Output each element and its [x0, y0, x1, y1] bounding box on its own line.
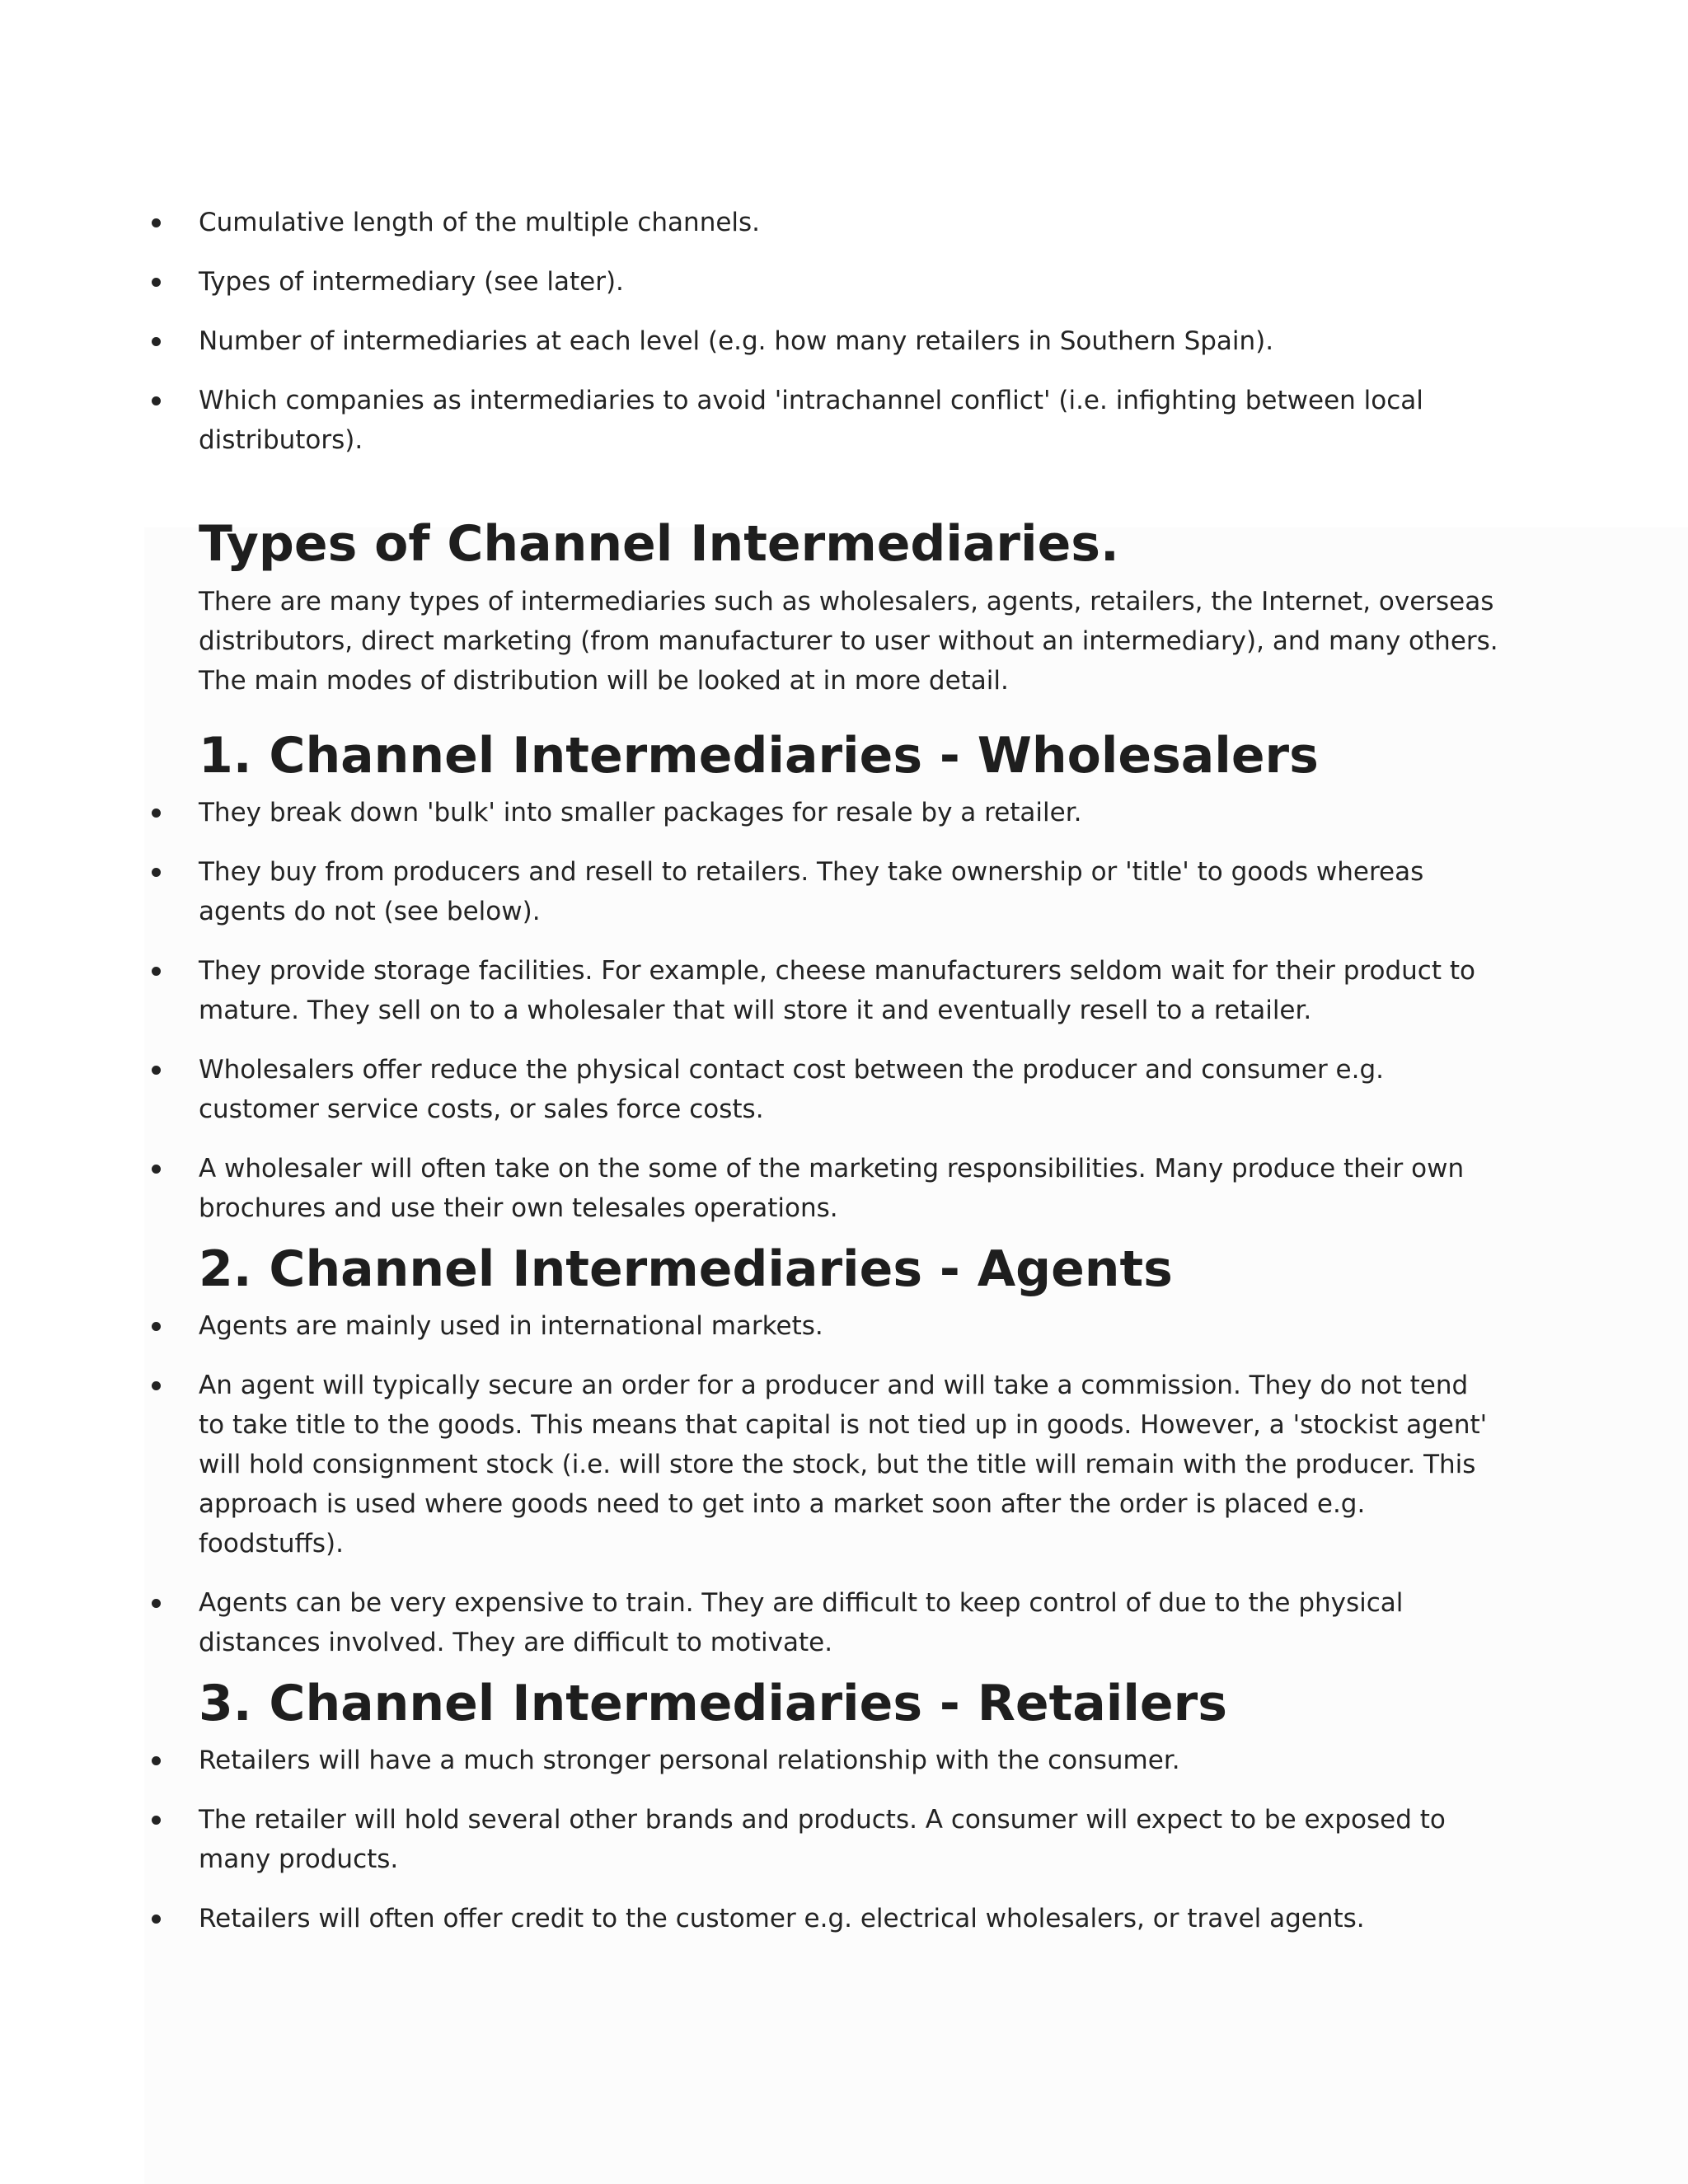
list-item: They provide storage facilities. For example, cheese manufacturers seldom wait for their product to mature. They sell on to a wholesaler that will store it and eventually resell to a retailer. — [0, 951, 1500, 1030]
types-paragraph: There are many types of intermediaries such as wholesalers, agents, retailers, the Internet, overseas distributors, direct marketing (from manufacturer to user without an intermediary), and many others. The main modes of distribution will be looked at in more detail. — [199, 587, 1498, 696]
list-item: They break down 'bulk' into smaller packages for resale by a retailer. — [0, 793, 1500, 832]
retailers-heading: 3. Channel Intermediaries - Retailers — [199, 1675, 1227, 1732]
channel-design-list — [0, 203, 1500, 460]
list-item: They buy from producers and resell to retailers. They take ownership or 'title' to goods whereas agents do not (see below). — [0, 852, 1500, 931]
agents-heading: 2. Channel Intermediaries - Agents — [199, 1240, 1173, 1298]
list-item: Agents can be very expensive to train. They are difficult to keep control of due to the physical distances involved. They are difficult to motivate. — [0, 1583, 1500, 1662]
list-item: Wholesalers offer reduce the physical contact cost between the producer and consumer e.g. customer service costs, or sales force costs. — [0, 1050, 1500, 1129]
list-item: Cumulative length of the multiple channels. — [0, 203, 1500, 242]
list-item: Agents are mainly used in international markets. — [0, 1306, 1500, 1346]
wholesalers-heading: 1. Channel Intermediaries - Wholesalers — [199, 727, 1319, 785]
list-item: Types of intermediary (see later). — [0, 262, 1500, 302]
wholesalers-list — [0, 793, 1500, 1228]
types-heading: Types of Channel Intermediaries. — [199, 515, 1119, 573]
list-item: An agent will typically secure an order for a producer and will take a commission. They do not tend to take title to the goods. This means that capital is not tied up in goods. However, a 'stockist agent' will hold consignment stock (i.e. will store the stock, but the title will remain with the producer. This approach is used where goods need to get into a market soon after the order is placed e.g. foodstuffs). — [0, 1366, 1500, 1563]
agents-list — [0, 1306, 1500, 1662]
list-item: Retailers will have a much stronger personal relationship with the consumer. — [0, 1741, 1500, 1780]
list-item: A wholesaler will often take on the some of the marketing responsibilities. Many produce their own brochures and use their own telesales operations. — [0, 1149, 1500, 1228]
list-item: Number of intermediaries at each level (e.g. how many retailers in Southern Spain). — [0, 321, 1500, 361]
list-item: The retailer will hold several other brands and products. A consumer will expect to be exposed to many products. — [0, 1800, 1500, 1879]
list-item: Retailers will often offer credit to the customer e.g. electrical wholesalers, or travel agents. — [0, 1899, 1500, 1938]
list-item: Which companies as intermediaries to avoid 'intrachannel conflict' (i.e. infighting between local distributors). — [0, 381, 1500, 460]
retailers-list — [0, 1741, 1500, 1938]
